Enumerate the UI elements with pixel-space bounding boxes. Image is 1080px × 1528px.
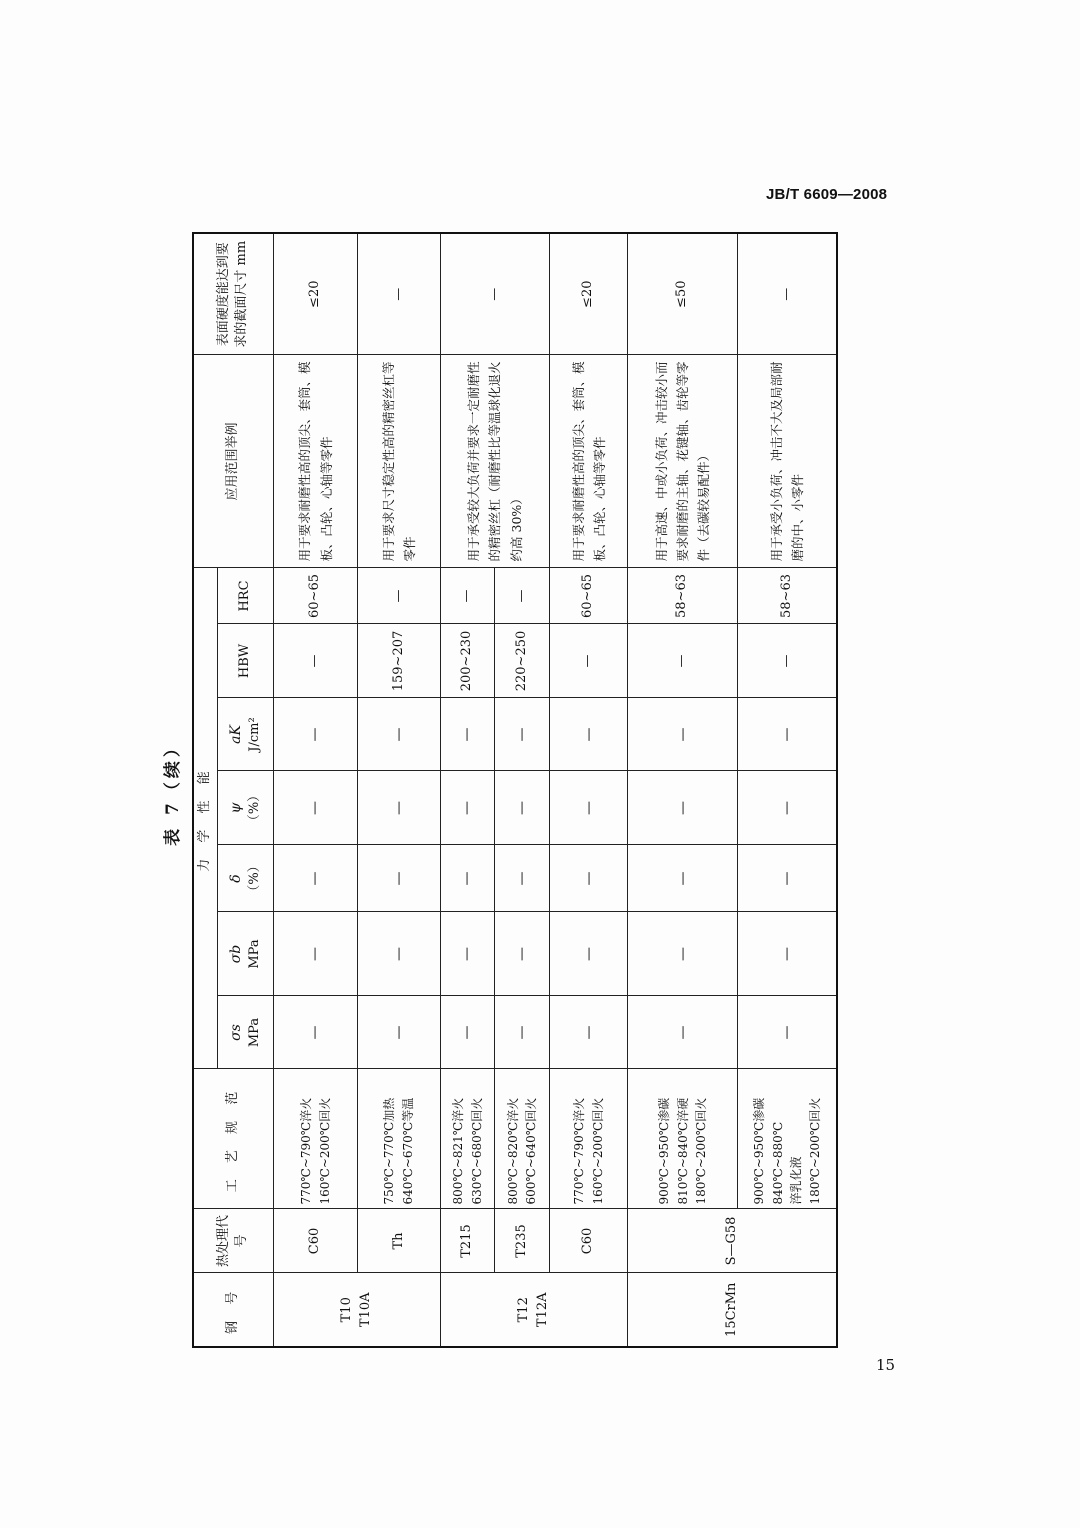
section-size-cell: —	[440, 233, 550, 355]
sigma-b-cell: —	[273, 912, 357, 996]
hbw-cell: 220~250	[495, 624, 550, 698]
standard-number: JB/T 6609—2008	[766, 186, 888, 203]
delta-cell: —	[358, 845, 440, 912]
hbw-cell: —	[738, 624, 837, 698]
psi-cell: —	[495, 771, 550, 845]
sigma-b-cell: —	[495, 912, 550, 996]
sigma-b-cell: —	[628, 912, 738, 996]
table-row	[273, 233, 357, 1347]
header-steel-grade: 钢 号	[193, 1273, 273, 1347]
delta-cell: —	[440, 845, 495, 912]
sigma-s-cell: —	[358, 996, 440, 1069]
section-size-cell: —	[358, 233, 440, 355]
process-cell: 900℃~950℃渗碳 810℃~840℃淬硬 180℃~200℃回火	[628, 1069, 738, 1209]
header-ht-code: 热处理代号	[193, 1209, 273, 1273]
psi-cell: —	[440, 771, 495, 845]
hrc-cell: —	[440, 568, 495, 624]
hbw-cell: —	[273, 624, 357, 698]
psi-cell: —	[273, 771, 357, 845]
section-size-cell: —	[738, 233, 837, 355]
hrc-cell: 58~63	[628, 568, 738, 624]
table-row	[440, 233, 495, 1347]
header-ak: aK J/cm²	[217, 698, 273, 771]
header-section-size: 表面硬度能达到要求的截面尺寸 mm	[193, 233, 273, 355]
hrc-cell: —	[358, 568, 440, 624]
psi-cell: —	[550, 771, 628, 845]
hrc-cell: —	[495, 568, 550, 624]
header-delta: δ （%）	[217, 845, 273, 912]
hbw-cell: —	[628, 624, 738, 698]
process-cell: 800℃~820℃淬火 600℃~640℃回火	[495, 1069, 550, 1209]
header-psi: ψ （%）	[217, 771, 273, 845]
sigma-s-cell: —	[273, 996, 357, 1069]
header-hbw: HBW	[217, 624, 273, 698]
ak-cell: —	[550, 698, 628, 771]
header-mech-properties: 力 学 性 能	[193, 568, 217, 1069]
rotated-table-container	[163, 234, 838, 1348]
application-cell: 用于高速、中或小负荷、冲击较小而要求耐磨的主轴、花键轴、齿轮等零件（去碳较易配件）	[628, 355, 738, 568]
ht-code-cell: Th	[358, 1209, 440, 1273]
sigma-s-cell: —	[550, 996, 628, 1069]
ht-code-cell: T235	[495, 1209, 550, 1273]
header-process: 工 艺 规 范	[193, 1069, 273, 1209]
psi-cell: —	[358, 771, 440, 845]
header-hrc: HRC	[217, 568, 273, 624]
psi-cell: —	[738, 771, 837, 845]
application-cell: 用于承受较大负荷并要求一定耐磨性的精密丝杠（耐磨性比等温球化退火约高 30%）	[440, 355, 550, 568]
hbw-cell: 200~230	[440, 624, 495, 698]
process-cell: 800℃~821℃淬火 630℃~680℃回火	[440, 1069, 495, 1209]
delta-cell: —	[273, 845, 357, 912]
delta-cell: —	[495, 845, 550, 912]
section-size-cell: ≤20	[273, 233, 357, 355]
table-row	[358, 233, 440, 1347]
header-sigma-b: σb MPa	[217, 912, 273, 996]
application-cell: 用于要求耐磨性高的顶尖、套筒、模板、凸轮、心轴等零件	[273, 355, 357, 568]
hrc-cell: 60~65	[273, 568, 357, 624]
steel-grade-cell: 15CrMn	[628, 1273, 837, 1347]
psi-cell: —	[628, 771, 738, 845]
sigma-s-cell: —	[628, 996, 738, 1069]
application-cell: 用于要求耐磨性高的顶尖、套筒、模板、凸轮、心轴等零件	[550, 355, 628, 568]
ak-cell: —	[273, 698, 357, 771]
sigma-b-cell: —	[440, 912, 495, 996]
section-size-cell: ≤20	[550, 233, 628, 355]
ak-cell: —	[358, 698, 440, 771]
hbw-cell: —	[550, 624, 628, 698]
delta-cell: —	[628, 845, 738, 912]
page-number: 15	[876, 1356, 896, 1374]
table-row	[550, 233, 628, 1347]
sigma-s-cell: —	[440, 996, 495, 1069]
ht-code-cell: T215	[440, 1209, 495, 1273]
steel-grade-cell: T10 T10A	[273, 1273, 440, 1347]
table-row	[628, 233, 738, 1347]
ht-code-cell: C60	[273, 1209, 357, 1273]
ht-code-cell: C60	[550, 1209, 628, 1273]
sigma-s-cell: —	[495, 996, 550, 1069]
hbw-cell: 159~207	[358, 624, 440, 698]
ak-cell: —	[440, 698, 495, 771]
ak-cell: —	[495, 698, 550, 771]
application-cell: 用于要求尺寸稳定性高的精密丝杠等零件	[358, 355, 440, 568]
header-sigma-s: σs MPa	[217, 996, 273, 1069]
sigma-s-cell: —	[738, 996, 837, 1069]
data-table	[192, 232, 838, 1348]
delta-cell: —	[738, 845, 837, 912]
sigma-b-cell: —	[358, 912, 440, 996]
sigma-b-cell: —	[738, 912, 837, 996]
ak-cell: —	[628, 698, 738, 771]
process-cell: 750℃~770℃加热 640℃~670℃等温	[358, 1069, 440, 1209]
ht-code-cell: S—G58	[628, 1209, 837, 1273]
hrc-cell: 58~63	[738, 568, 837, 624]
process-cell: 770℃~790℃淬火 160℃~200℃回火	[550, 1069, 628, 1209]
table-caption: 表 7（续）	[163, 736, 183, 846]
steel-grade-cell: T12 T12A	[440, 1273, 628, 1347]
header-application: 应用范围举例	[193, 355, 273, 568]
ak-cell: —	[738, 698, 837, 771]
section-size-cell: ≤50	[628, 233, 738, 355]
application-cell: 用于承受小负荷、冲击不大及局部耐磨的中、小零件	[738, 355, 837, 568]
hrc-cell: 60~65	[550, 568, 628, 624]
process-cell: 770℃~790℃淬火 160℃~200℃回火	[273, 1069, 357, 1209]
process-cell: 900℃~950℃渗碳 840℃~880℃ 淬乳化液 180℃~200℃回火	[738, 1069, 837, 1209]
delta-cell: —	[550, 845, 628, 912]
sigma-b-cell: —	[550, 912, 628, 996]
table-row	[738, 233, 837, 1347]
